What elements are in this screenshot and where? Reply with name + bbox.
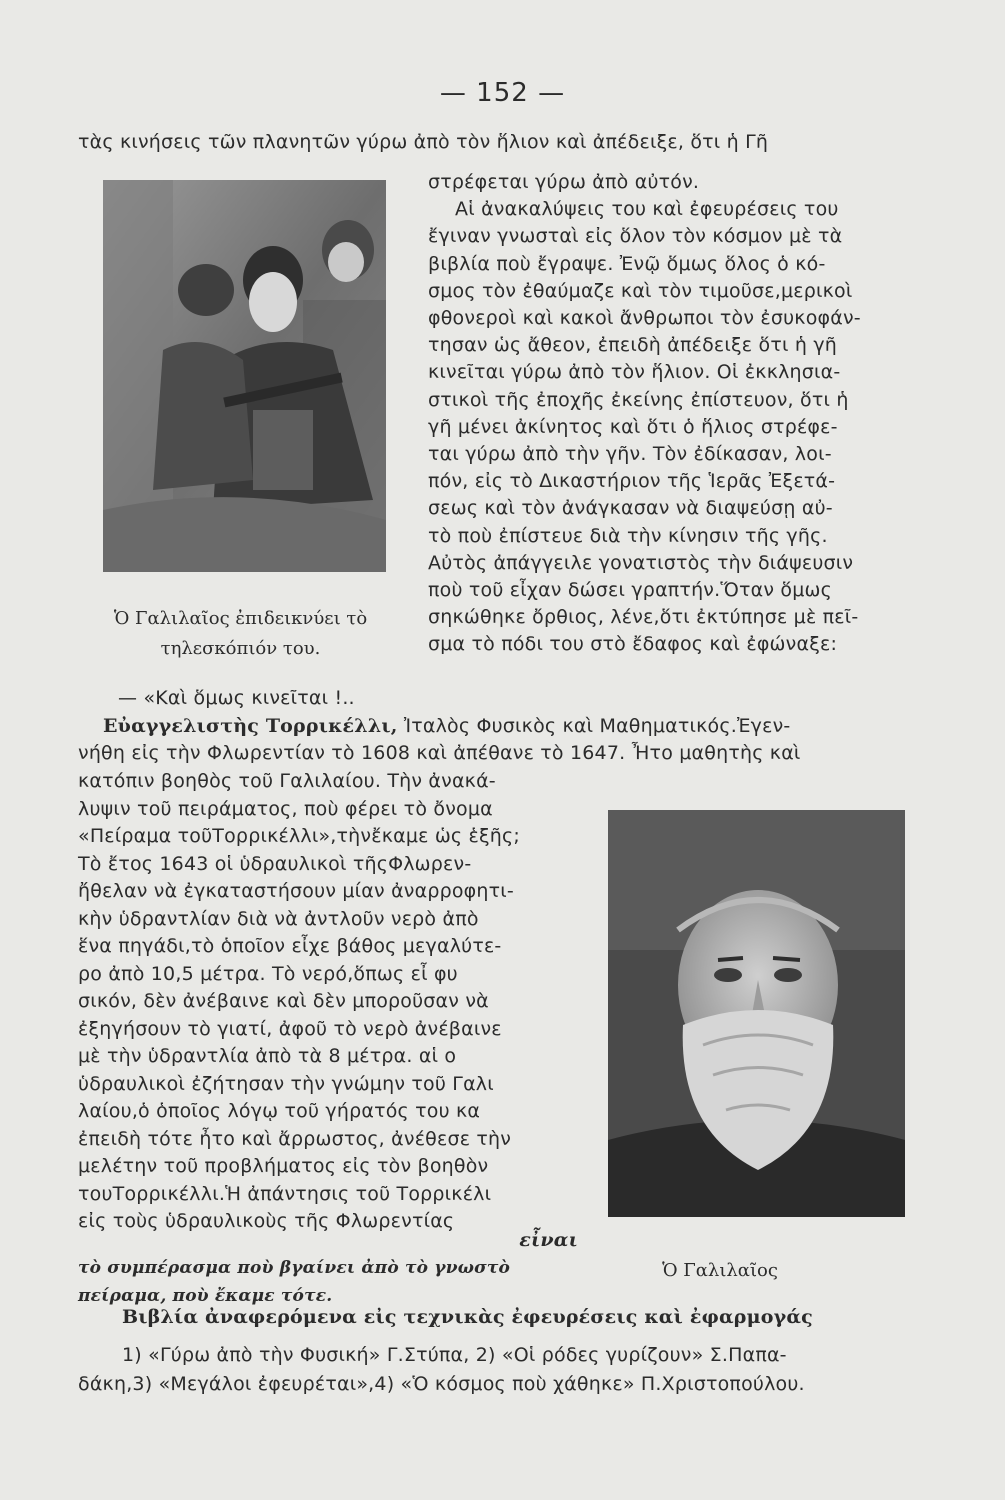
right-column-line: βιβλία ποὺ ἔγραψε. Ἐνῷ ὅμως ὅλος ὁ κό-	[428, 252, 826, 275]
right-column-line: τὸ ποὺ ἐπίστευε διὰ τὴν κίνησιν τῆς γῆς.	[428, 524, 828, 547]
galileo-portrait-illustration	[608, 810, 905, 1217]
right-column-line: ποὺ τοῦ εἶχαν δώσει γραπτήν.Ὅταν ὅμως	[428, 579, 832, 601]
right-column-line: ἔγιναν γνωσταὶ εἰς ὅλον τὸν κόσμον μὲ τὰ	[428, 225, 843, 248]
left-column-line: «Πείραμα τοῦΤορρικέλλι»,τὴνἔκαμε ὡς ἑξῆς;	[78, 825, 520, 847]
galileo-portrait-photo	[608, 810, 905, 1217]
left-column-line: Τὸ ἔτος 1643 οἱ ὑδραυλικοὶ τῆςΦλωρεν-	[78, 852, 472, 875]
emphasis-word: εἶναι	[519, 1229, 578, 1251]
right-column-line: Αἱ ἀνακαλύψεις του καὶ ἐφευρέσεις του	[455, 198, 839, 221]
galileo-telescope-photo	[103, 180, 386, 572]
right-column-line: στρέφεται γύρω ἀπὸ αὐτόν.	[428, 171, 700, 193]
right-column-line: ται γύρω ἀπὸ τὴν γῆν. Τὸν ἐδίκασαν, λοι-	[428, 443, 832, 465]
right-column-line: σεως καὶ τὸν ἀνάγκασαν νὰ διαψεύσῃ αὐ-	[428, 497, 833, 520]
right-column-line: Αὐτὸς ἀπάγγειλε γονατιστὸς τὴν διάψευσιν	[428, 551, 854, 574]
text-line: νήθη εἰς τὴν Φλωρεντίαν τὸ 1608 καὶ ἀπέθανε τὸ 1647. Ἦτο μαθητὴς καὶ	[78, 742, 801, 764]
left-column-line: σικόν, δὲν ἀνέβαινε καὶ δὲν μποροῦσαν νὰ	[78, 990, 489, 1012]
left-column-line: ἤθελαν νὰ ἐγκαταστήσουν μίαν ἀναρροφητι-	[78, 880, 514, 902]
page-number: — 152 —	[439, 78, 566, 108]
left-column-line: μελέτην τοῦ προβλήματος εἰς τὸν βοηθὸν	[78, 1155, 489, 1177]
text-line: τὰς κινήσεις τῶν πλανητῶν γύρω ἀπὸ τὸν ἥλιον καὶ ἀπέδειξε, ὅτι ἡ Γῆ	[78, 131, 769, 153]
photo1-caption-line1: Ὁ Γαλιλαῖος ἐπιδεικνύει τὸ	[113, 608, 368, 629]
left-column-line: ἐπειδὴ τότε ἦτο καὶ ἄρρωστος, ἀνέθεσε τὴν	[78, 1127, 512, 1150]
conclusion-line2: πείραμα, ποὺ ἔκαμε τότε.	[78, 1286, 333, 1306]
left-column-line: ρο ἀπὸ 10,5 μέτρα. Τὸ νερό,ὅπως εἶ φυ	[78, 962, 458, 985]
right-column-line: σμα τὸ πόδι του στὸ ἔδαφος καὶ ἐφώναξε:	[428, 633, 838, 656]
left-column-line: μὲ τὴν ὑδραντλία ἀπὸ τὰ 8 μέτρα. αἱ ο	[78, 1045, 457, 1067]
bibliography-line2: δάκη,3) «Μεγάλοι ἐφευρέται»,4) «Ὁ κόσμος ποὺ χάθηκε» Π.Χριστοπούλου.	[78, 1373, 805, 1395]
bibliography-heading: Βιβλία ἀναφερόμενα εἰς τεχνικὰς ἐφευρέσεις καὶ ἐφαρμογάς	[122, 1306, 813, 1328]
left-column-line: λαίου,ὁ ὁποῖος λόγῳ τοῦ γήρατός του κα	[78, 1100, 481, 1122]
left-column-line: ὑδραυλικοὶ ἐζήτησαν τὴν γνώμην τοῦ Γαλι	[78, 1072, 494, 1095]
right-column-line: κινεῖται γύρω ἀπὸ τὸν ἥλιον. Οἱ ἐκκλησια-	[428, 361, 841, 384]
bibliography-line1: 1) «Γύρω ἀπὸ τὴν Φυσική» Γ.Στύπα, 2) «Οἱ ρόδες γυρίζουν» Σ.Παπα-	[122, 1344, 787, 1366]
photo2-caption: Ὁ Γαλιλαῖος	[662, 1260, 778, 1281]
quote-line: — «Καὶ ὅμως κινεῖται !..	[118, 687, 355, 709]
left-column-line: κατόπιν βοηθὸς τοῦ Γαλιλαίου. Τὴν ἀνακά-	[78, 770, 496, 792]
right-column-line: γῆ μένει ἀκίνητος καὶ ὅτι ὁ ἥλιος στρέφε-	[428, 415, 838, 438]
right-column-line: στικοὶ τῆς ἐποχῆς ἐκείνης ἐπίστευον, ὅτι ἡ	[428, 388, 849, 411]
left-column-line: ἐξηγήσουν τὸ γιατί, ἀφοῦ τὸ νερὸ ἀνέβαινε	[78, 1017, 502, 1040]
left-column-line: ἕνα πηγάδι,τὸ ὁποῖον εἶχε βάθος μεγαλύτε-	[78, 935, 502, 957]
left-column-line: κὴν ὑδραντλίαν διὰ νὰ ἀντλοῦν νερὸ ἀπὸ	[78, 907, 479, 930]
torricelli-name: Εὐαγγελιστὴς Τορρικέλλι,	[103, 715, 398, 737]
torricelli-intro-rest: Ἰταλὸς Φυσικὸς καὶ Μαθηματικός.Ἐγεν-	[403, 715, 791, 737]
photo1-caption-line2: τηλεσκόπιόν του.	[160, 638, 321, 659]
left-column-line: εἰς τοὺς ὑδραυλικοὺς τῆς Φλωρεντίας	[78, 1210, 455, 1232]
conclusion-line1: τὸ συμπέρασμα ποὺ βγαίνει ἀπὸ τὸ γνωστὸ	[78, 1258, 510, 1278]
right-column-line: πόν, εἰς τὸ Δικαστήριον τῆς Ἱερᾶς Ἐξετά-	[428, 470, 836, 493]
right-column-line: τησαν ὡς ἄθεον, ἐπειδὴ ἀπέδειξε ὅτι ἡ γῆ	[428, 334, 838, 357]
right-column-line: σμος τὸν ἐθαύμαζε καὶ τὸν τιμοῦσε,μερικοὶ	[428, 279, 853, 302]
text-line	[78, 1228, 578, 1252]
left-column-line: τουΤορρικέλλι.Ἡ ἀπάντησις τοῦ Τορρικέλι	[78, 1182, 492, 1205]
torricelli-intro	[103, 714, 790, 738]
right-column-line: φθονεροὶ καὶ κακοὶ ἄνθρωποι τὸν ἐσυκοφάν-	[428, 307, 861, 329]
galileo-telescope-illustration	[103, 180, 386, 572]
right-column-line: σηκώθηκε ὄρθιος, λένε,ὅτι ἐκτύπησε μὲ πεῖ-	[428, 606, 859, 629]
left-column-line: λυψιν τοῦ πειράματος, ποὺ φέρει τὸ ὄνομα	[78, 797, 493, 820]
